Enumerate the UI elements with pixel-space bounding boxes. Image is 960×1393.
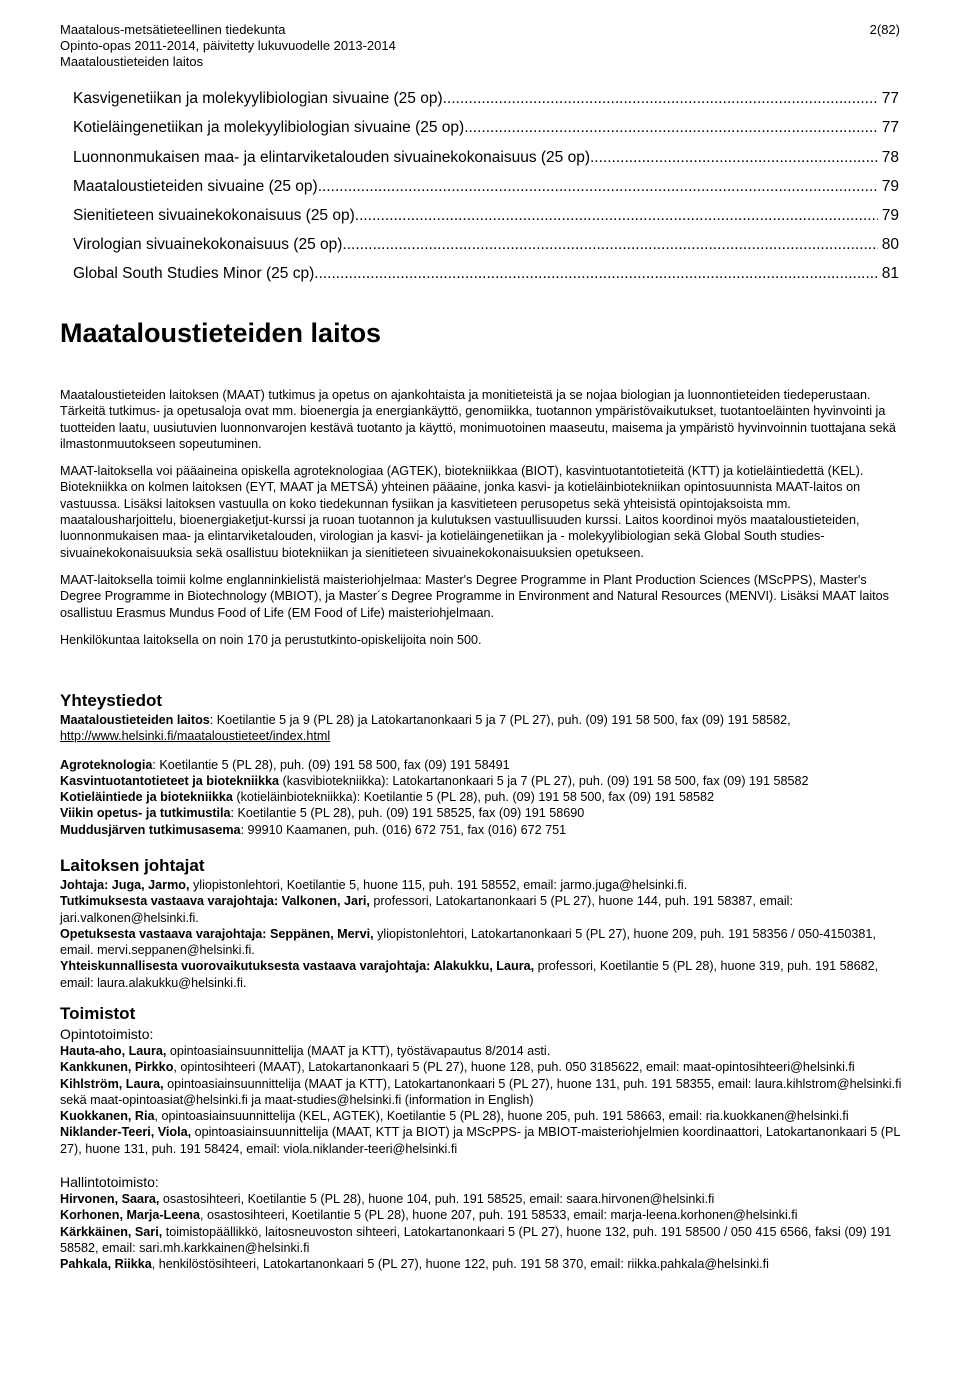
staff-name: Niklander-Teeri, Viola, bbox=[60, 1125, 192, 1140]
toc-leader bbox=[355, 207, 878, 225]
staff-entry bbox=[60, 1108, 910, 1124]
toc-leader bbox=[318, 178, 878, 196]
intro-paragraph: Henkilökuntaa laitoksella on noin 170 ja perustutkinto-opiskelijoita noin 500. bbox=[60, 632, 482, 647]
staff-details: opintoasiainsuunnittelija (MAAT ja KTT), työstävapautus 8/2014 asti. bbox=[166, 1044, 551, 1058]
unit-details: : 99910 Kaamanen, puh. (016) 672 751, fax (016) 672 751 bbox=[240, 822, 567, 837]
leader-entry bbox=[60, 893, 910, 926]
staff-name: Korhonen, Marja-Leena bbox=[60, 1208, 200, 1223]
toc-entry-page: 81 bbox=[881, 265, 899, 283]
intro-paragraph: Maataloustieteiden laitoksen (MAAT) tutkimus ja opetus on ajankohtaista ja monitieteistä ja se nojaa biologian ja luonnontieteiden tiedeperustaan. Tärkeitä tutkimus- ja opetusaloja ovat mm. bioenergia ja energiankäyttö, genomiikka, tuotannon ympäristövaikutukset, tuotantoeläinten hyvinvointi ja tuotteiden laatu, uusiutuvien luonnonvarojen kestävä tuotanto ja käyttö, monimuotoinen maaseutu, maisema ja ympäristö hyvinvoinnin tuottajana sekä ilmastonmuutokseen sopeutuminen. bbox=[60, 388, 896, 451]
leader-entry bbox=[60, 958, 910, 991]
unit-details: : Koetilantie 5 (PL 28), puh. (09) 191 58525, fax (09) 191 58690 bbox=[230, 806, 585, 821]
leaders-heading: Laitoksen johtajat bbox=[60, 856, 205, 875]
leader-details: professori, Koetilantie 5 (PL 28), huone 319, puh. 191 58682, email: laura.alakukku@helsinki.fi. bbox=[60, 959, 879, 990]
department-url-link[interactable]: http://www.helsinki.fi/maataloustieteet/index.html bbox=[60, 729, 331, 744]
header-department: Maataloustieteiden laitos bbox=[60, 54, 204, 69]
staff-details: osastosihteeri, Koetilantie 5 (PL 28), huone 104, puh. 191 58525, email: saara.hirvonen@helsinki.fi bbox=[159, 1192, 715, 1207]
toc-entry[interactable] bbox=[73, 79, 899, 108]
toc-entry-page: 79 bbox=[881, 206, 899, 224]
department-url-line bbox=[60, 728, 910, 744]
leader-role: Yhteiskunnallisesta vuorovaikutuksesta vastaava varajohtaja: Alakukku, Laura, bbox=[60, 959, 535, 974]
toc-leader bbox=[590, 149, 878, 167]
leader-role: Tutkimuksesta vastaava varajohtaja: Valkonen, Jari, bbox=[60, 894, 370, 909]
unit-details: (kasvibiotekniikka): Latokartanonkaari 5 ja 7 (PL 27), puh. (09) 191 58 500, fax (09) 191 58582 bbox=[279, 773, 809, 788]
toc-entry-page: 80 bbox=[881, 236, 899, 254]
toc-entry-title: Kotieläingenetiikan ja molekyylibiologian sivuaine (25 op) bbox=[73, 119, 465, 137]
toc-entry-title: Virologian sivuainekokonaisuus (25 op) bbox=[73, 236, 343, 254]
unit-name: Viikin opetus- ja tutkimustila bbox=[60, 806, 231, 821]
toc-leader bbox=[314, 265, 878, 283]
admin-office-heading: Hallintotoimisto: bbox=[60, 1174, 159, 1191]
toc-entry-page: 79 bbox=[881, 177, 899, 195]
unit-contact bbox=[60, 822, 910, 838]
staff-entry bbox=[60, 1224, 910, 1257]
staff-name: Hauta-aho, Laura, bbox=[60, 1044, 167, 1058]
leader-entry bbox=[60, 877, 910, 893]
unit-name: Kotieläintiede ja biotekniikka bbox=[60, 790, 233, 805]
staff-details: opintoasiainsuunnittelija (MAAT, KTT ja BIOT) ja MScPPS- ja MBIOT-maisteriohjelmien koordinaattori, Latokartanonkaari 5 (PL 27), huone 131, puh. 191 58424, email: viola.niklander-teeri@helsinki.fi bbox=[60, 1125, 900, 1156]
toc-entry-title: Luonnonmukaisen maa- ja elintarviketalouden sivuainekokonaisuus (25 op) bbox=[73, 148, 590, 166]
header-guide: Opinto-opas 2011-2014, päivitetty lukuvuodelle 2013-2014 bbox=[60, 38, 396, 53]
intro-paragraph: MAAT-laitoksella toimii kolme englanninkielistä maisteriohjelmaa: Master's Degree Programme in Plant Production Sciences (MScPPS), Master's Degree Programme in Biotechnology (MBIOT), ja Master´s Degree Programme in Environment and Natural Resources (MENVI). Lisäksi MAAT laitos osallistuu Erasmus Mundus Food of Life (EM Food of Life) maisteriohjelmaan. bbox=[60, 572, 889, 620]
unit-contact bbox=[60, 789, 910, 805]
unit-details: (kotieläinbiotekniikka): Koetilantie 5 (PL 28), puh. (09) 191 58 500, fax (09) 191 58582 bbox=[232, 790, 715, 805]
unit-details: : Koetilantie 5 (PL 28), puh. (09) 191 58 500, fax (09) 191 58491 bbox=[152, 757, 510, 772]
staff-details: opintoasiainsuunnittelija (MAAT ja KTT), Latokartanonkaari 5 (PL 27), huone 131, puh. 191 58355, email: laura.kihlstrom@helsinki.fi sekä maat-opintoasiat@helsinki.fi ja maat-studies@helsinki.fi (information in English) bbox=[60, 1076, 902, 1107]
page-number: 2(82) bbox=[869, 22, 900, 37]
leader-details: yliopistonlehtori, Latokartanonkaari 5 (PL 27), huone 209, puh. 191 58356 / 050-4150381, email. mervi.seppanen@helsinki.fi. bbox=[60, 926, 876, 958]
toc-entry-title: Kasvigenetiikan ja molekyylibiologian sivuaine (25 op) bbox=[73, 90, 443, 108]
toc-entry-title: Global South Studies Minor (25 cp) bbox=[73, 265, 315, 283]
staff-details: , henkilöstösihteeri, Latokartanonkaari 5 (PL 27), huone 122, puh. 191 58 370, email: riikka.pahkala@helsinki.fi bbox=[151, 1257, 769, 1272]
leader-details: professori, Latokartanonkaari 5 (PL 27), huone 144, puh. 191 58387, email: jari.valkonen@helsinki.fi. bbox=[60, 894, 793, 925]
contacts-section bbox=[60, 690, 910, 838]
department-contact bbox=[60, 712, 910, 728]
contacts-heading: Yhteystiedot bbox=[60, 691, 163, 710]
staff-entry bbox=[60, 1256, 910, 1272]
toc-entry-title: Sienitieteen sivuainekokonaisuus (25 op) bbox=[73, 206, 355, 224]
staff-entry bbox=[60, 1191, 910, 1207]
staff-details: , opintosihteeri (MAAT), Latokartanonkaari 5 (PL 27), huone 128, puh. 050 3185622, email: maat-opintosihteeri@helsinki.fi bbox=[173, 1060, 855, 1075]
staff-details: , opintoasiainsuunnittelija (KEL, AGTEK), Koetilantie 5 (PL 28), huone 205, puh. 191 58663, email: ria.kuokkanen@helsinki.fi bbox=[154, 1109, 849, 1124]
unit-name: Kasvintuotantotieteet ja biotekniikka bbox=[60, 773, 280, 788]
staff-name: Hirvonen, Saara, bbox=[60, 1192, 160, 1207]
leader-role: Johtaja: Juga, Jarmo, bbox=[60, 878, 190, 892]
offices-section bbox=[60, 1003, 910, 1273]
staff-name: Kärkkäinen, Sari, bbox=[60, 1224, 163, 1239]
department-name: Maataloustieteiden laitos bbox=[60, 713, 210, 727]
intro-paragraph: MAAT-laitoksella voi pääaineina opiskella agroteknologiaa (AGTEK), biotekniikkaa (BIOT), kasvintuotantotieteitä (KTT) ja kotieläintiedettä (KEL). Biotekniikka on kolmen laitoksen (EYT, MAAT ja METSÄ) yhteinen pääaine, jonka kasvi- ja kotieläinbiotekniikan opintosuunnista MAAT-laitos on vastuussa. Lisäksi laitoksen vastuulla on koko tiedekunnan fysiikan ja kasvitieteen perusopetus sekä yhteisistä opintojaksoista mm. maatalousharjoittelu, bioenergiaketjut-kurssi ja ruoan tuotannon ja kulutuksen vastuullisuuden kurssi. Laitos koordinoi myös maataloustieteiden, luonnonmukaisen maa- ja elintarviketalouden, virologian ja kasvi- ja kotieläingenetiikan ja - molekyylibiologian sekä Global South studies-sivuainekokonaisuuksia sekä osallistuu biotekniikan ja sienitieteen sivuainekokonaisuuksien opetukseen. bbox=[60, 464, 864, 560]
staff-entry bbox=[60, 1124, 910, 1157]
study-office-heading: Opintotoimisto: bbox=[60, 1026, 154, 1042]
staff-entry bbox=[60, 1043, 910, 1059]
staff-name: Kankkunen, Pirkko bbox=[60, 1060, 174, 1075]
unit-name: Muddusjärven tutkimusasema bbox=[60, 822, 241, 837]
staff-name: Pahkala, Riikka bbox=[60, 1257, 152, 1272]
leader-details: yliopistonlehtori, Koetilantie 5, huone 115, puh. 191 58552, email: jarmo.juga@helsinki.fi. bbox=[189, 878, 688, 892]
unit-name: Agroteknologia bbox=[60, 757, 153, 772]
offices-heading: Toimistot bbox=[60, 1004, 136, 1023]
toc-entry[interactable] bbox=[73, 137, 899, 166]
table-of-contents bbox=[73, 79, 899, 283]
toc-entry[interactable] bbox=[73, 167, 899, 196]
toc-entry[interactable] bbox=[73, 225, 899, 254]
toc-entry[interactable] bbox=[73, 254, 899, 283]
staff-entry bbox=[60, 1059, 910, 1075]
page-title: Maataloustieteiden laitos bbox=[60, 318, 382, 348]
staff-entry bbox=[60, 1076, 910, 1109]
toc-entry-title: Maataloustieteiden sivuaine (25 op) bbox=[73, 177, 318, 195]
leader-role: Opetuksesta vastaava varajohtaja: Seppänen, Mervi, bbox=[60, 926, 374, 941]
staff-name: Kuokkanen, Ria bbox=[60, 1109, 155, 1124]
staff-name: Kihlström, Laura, bbox=[60, 1076, 164, 1091]
toc-entry-page: 77 bbox=[881, 119, 899, 137]
unit-contact bbox=[60, 757, 910, 773]
staff-details: , osastosihteeri, Koetilantie 5 (PL 28), huone 207, puh. 191 58533, email: marja-leena.korhonen@helsinki.fi bbox=[199, 1208, 798, 1223]
leader-entry bbox=[60, 926, 910, 959]
staff-details: toimistopäällikkö, laitosneuvoston sihteeri, Latokartanonkaari 5 (PL 27), huone 132, puh. 191 58500 / 050 415 6566, faksi (09) 191 58582, email: sari.mh.karkkainen@helsinki.fi bbox=[60, 1224, 892, 1255]
toc-entry-page: 78 bbox=[881, 148, 899, 166]
leaders-section bbox=[60, 855, 910, 991]
toc-entry-page: 77 bbox=[881, 90, 899, 108]
header-faculty: Maatalous-metsätieteellinen tiedekunta bbox=[60, 22, 286, 37]
department-address: : Koetilantie 5 ja 9 (PL 28) ja Latokartanonkaari 5 ja 7 (PL 27), puh. (09) 191 58 500, fax (09) 191 58582, bbox=[209, 713, 791, 727]
toc-leader bbox=[464, 119, 878, 137]
intro-section bbox=[60, 387, 910, 659]
unit-contact bbox=[60, 773, 910, 789]
toc-entry[interactable] bbox=[73, 108, 899, 137]
staff-entry bbox=[60, 1207, 910, 1223]
toc-leader bbox=[342, 236, 877, 254]
toc-entry[interactable] bbox=[73, 196, 899, 225]
unit-contact bbox=[60, 805, 910, 821]
toc-leader bbox=[443, 90, 878, 108]
